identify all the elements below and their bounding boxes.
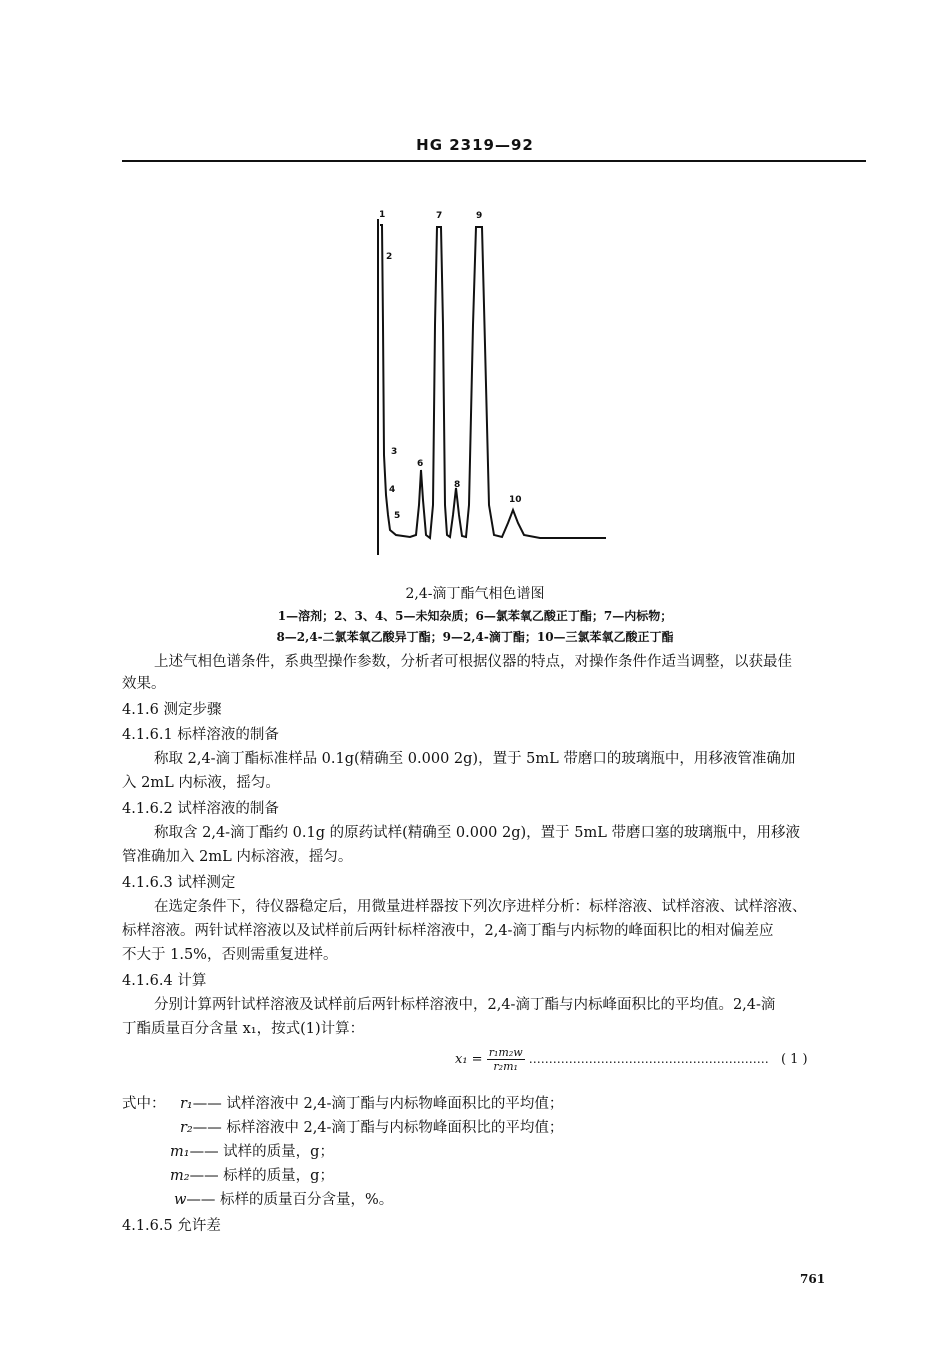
paragraph-conditions-line-2: 效果。 bbox=[122, 676, 166, 692]
where-prefix: 式中： bbox=[122, 1096, 166, 1112]
definition-m2 bbox=[170, 1165, 334, 1187]
definition-r1 bbox=[180, 1093, 563, 1115]
peak-label-9: 9 bbox=[476, 211, 483, 221]
page-number: 761 bbox=[800, 1272, 826, 1286]
formula-lhs: x₁ = bbox=[455, 1052, 483, 1067]
paragraph-4-1-6-3-line-3: 不大于 1.5%，否则需重复进样。 bbox=[122, 947, 338, 963]
paragraph-4-1-6-4-line-1: 分别计算两针试样溶液及试样前后两针标样溶液中，2,4-滴丁酯与内标峰面积比的平均值。2,4-滴 bbox=[154, 997, 776, 1013]
section-heading-4-1-6-5: 4.1.6.5 允许差 bbox=[122, 1218, 221, 1234]
definition-text: —— 标样的质量，g； bbox=[189, 1168, 334, 1184]
definition-text: —— 标样溶液中 2,4-滴丁酯与内标物峰面积比的平均值； bbox=[192, 1120, 564, 1136]
definition-symbol: w bbox=[174, 1192, 187, 1208]
section-heading-4-1-6-2: 4.1.6.2 试样溶液的制备 bbox=[122, 801, 279, 817]
paragraph-4-1-6-1-line-2: 入 2mL 内标液，摇匀。 bbox=[122, 775, 280, 791]
definition-text: —— 试样溶液中 2,4-滴丁酯与内标物峰面积比的平均值； bbox=[192, 1096, 564, 1112]
peak-label-6: 6 bbox=[417, 459, 424, 469]
document-header: HG 2319—92 bbox=[416, 136, 534, 154]
figure-legend-line-2: 8—2,4-二氯苯氧乙酸异丁酯；9—2,4-滴丁酯；10—三氯苯氧乙酸正丁酯 bbox=[276, 630, 674, 644]
peak-label-4: 4 bbox=[389, 485, 396, 495]
paragraph-4-1-6-3-line-2: 标样溶液。两针试样溶液以及试样前后两针标样溶液中，2,4-滴丁酯与内标物的峰面积比的相对偏差应 bbox=[122, 923, 774, 939]
section-heading-4-1-6: 4.1.6 测定步骤 bbox=[122, 702, 222, 718]
definition-symbol: m₂ bbox=[170, 1168, 190, 1184]
definition-symbol: r₁ bbox=[180, 1096, 193, 1112]
formula-numerator: r₁m₂w bbox=[488, 1046, 523, 1059]
chromatogram bbox=[370, 205, 610, 560]
section-heading-4-1-6-1: 4.1.6.1 标样溶液的制备 bbox=[122, 727, 279, 743]
peak-label-3: 3 bbox=[391, 447, 398, 457]
formula-1 bbox=[455, 1046, 808, 1073]
chromatogram-trace bbox=[380, 225, 606, 538]
section-heading-4-1-6-4: 4.1.6.4 计算 bbox=[122, 973, 207, 989]
section-heading-4-1-6-3: 4.1.6.3 试样测定 bbox=[122, 875, 236, 891]
peak-label-8: 8 bbox=[454, 480, 461, 490]
definition-text: —— 标样的质量百分含量，%。 bbox=[186, 1192, 394, 1208]
formula-fraction bbox=[487, 1046, 525, 1073]
definition-w bbox=[174, 1189, 393, 1211]
definition-r2 bbox=[180, 1117, 563, 1139]
paragraph-conditions-line-1: 上述气相色谱条件，系典型操作参数，分析者可根据仪器的特点，对操作条件作适当调整，以获最佳 bbox=[154, 654, 792, 670]
paragraph-4-1-6-4-line-2: 丁酯质量百分含量 x₁，按式(1)计算： bbox=[122, 1021, 365, 1037]
paragraph-4-1-6-3-line-1: 在选定条件下，待仪器稳定后，用微量进样器按下列次序进样分析：标样溶液、试样溶液、试样溶液、 bbox=[154, 899, 807, 915]
definition-text: —— 试样的质量，g； bbox=[189, 1144, 334, 1160]
peak-label-7: 7 bbox=[436, 211, 443, 221]
formula-dots: …………………………………………………… bbox=[528, 1052, 769, 1066]
header-rule bbox=[122, 160, 866, 162]
definition-symbol: m₁ bbox=[170, 1144, 190, 1160]
peak-label-5: 5 bbox=[394, 511, 401, 521]
peak-label-1: 1 bbox=[379, 210, 386, 220]
formula-equation-number: ( 1 ) bbox=[780, 1052, 808, 1067]
paragraph-4-1-6-1-line-1: 称取 2,4-滴丁酯标准样品 0.1g(精确至 0.000 2g)，置于 5mL 带磨口的玻璃瓶中，用移液管准确加 bbox=[154, 751, 796, 767]
figure-legend-line-1: 1—溶剂；2、3、4、5—未知杂质；6—氯苯氧乙酸正丁酯；7—内标物； bbox=[277, 609, 673, 623]
formula-denominator: r₂m₁ bbox=[493, 1060, 518, 1073]
paragraph-4-1-6-2-line-2: 管准确加入 2mL 内标溶液，摇匀。 bbox=[122, 849, 353, 865]
peak-label-2: 2 bbox=[386, 252, 393, 262]
figure-caption: 2,4-滴丁酯气相色谱图 bbox=[405, 586, 545, 602]
paragraph-4-1-6-2-line-1: 称取含 2,4-滴丁酯约 0.1g 的原药试样(精确至 0.000 2g)，置于 5mL 带磨口塞的玻璃瓶中，用移液 bbox=[154, 825, 800, 841]
definition-m1 bbox=[170, 1141, 334, 1163]
definition-symbol: r₂ bbox=[180, 1120, 193, 1136]
peak-label-10: 10 bbox=[509, 495, 522, 505]
